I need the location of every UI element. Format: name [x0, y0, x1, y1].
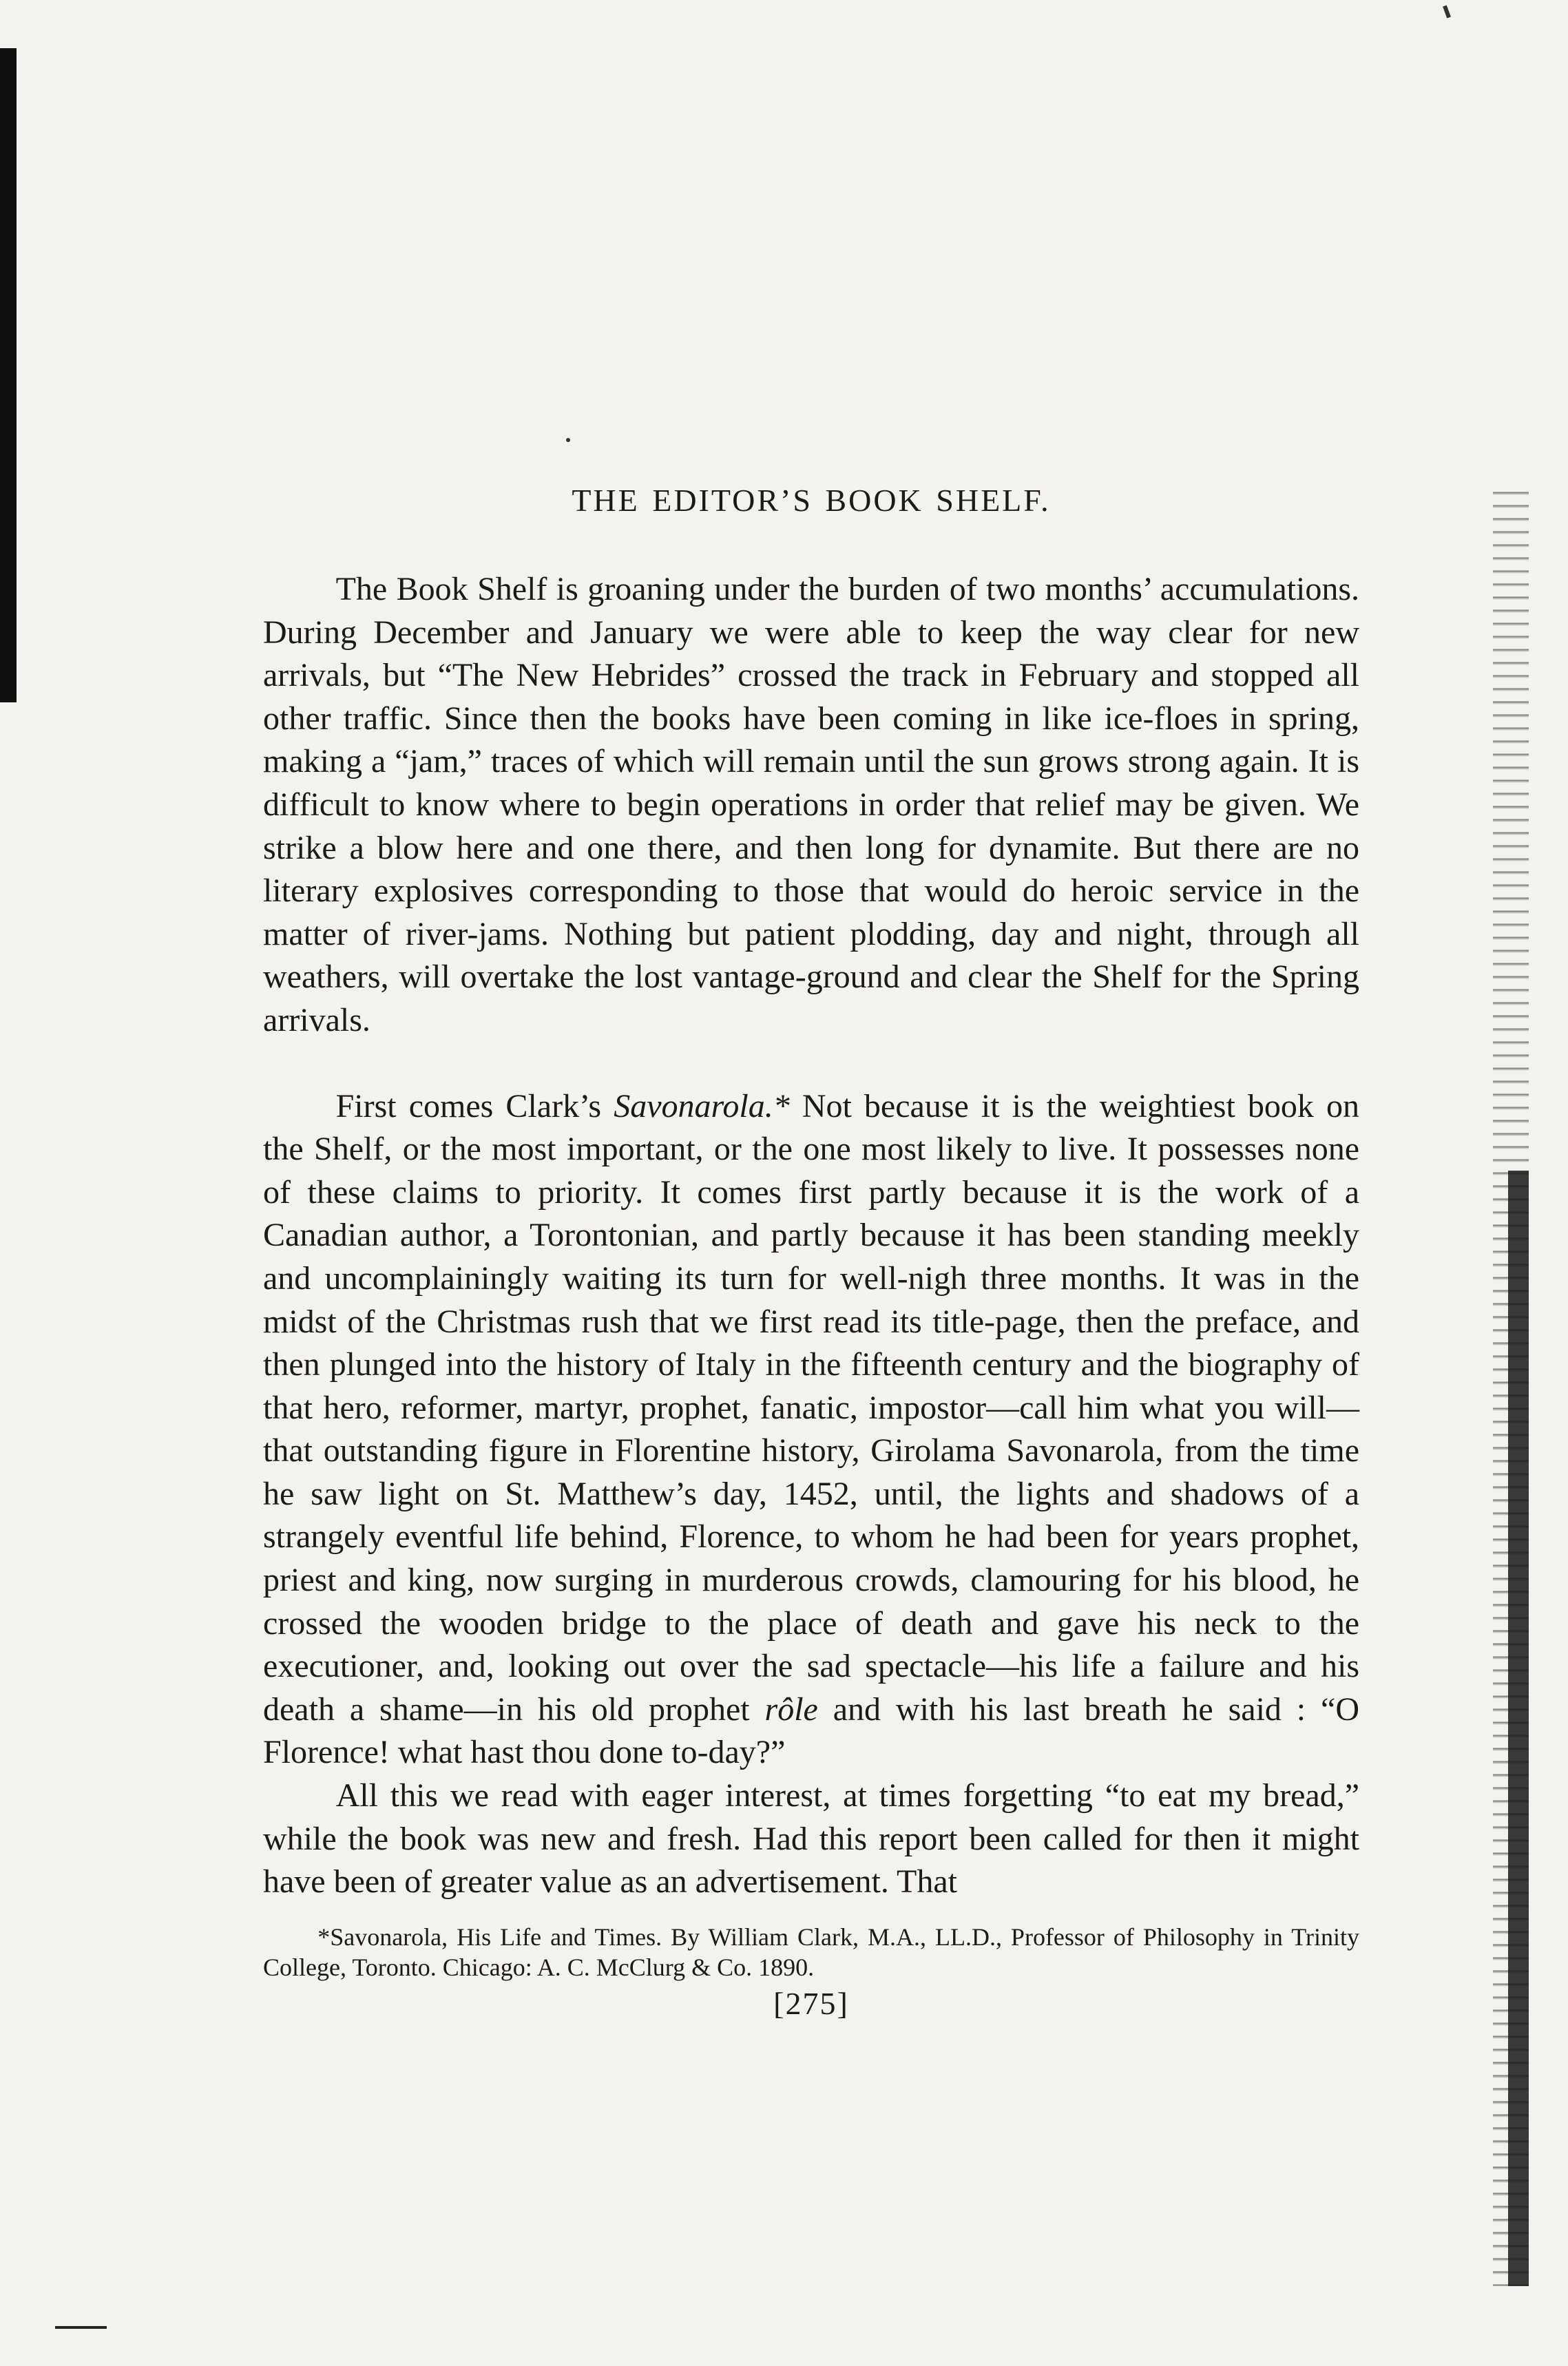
page-content: [263, 482, 1359, 2022]
paragraph-tail: and with his last breath he said : “O Florence! what hast thou done to-day?”: [263, 1690, 1360, 1771]
scan-edge-shadow: [0, 48, 17, 702]
page-number: [275]: [773, 1985, 849, 2021]
footnote: *Savonarola, His Life and Times. By William Clark, M.A., LL.D., Professor of Philosophy in Trinity College, Toronto. Chicago: A. C. McClurg & Co. 1890.: [263, 1923, 1359, 1981]
italic-word: rôle: [764, 1690, 818, 1728]
scan-mark: [1443, 6, 1451, 19]
scan-speck: [566, 438, 570, 442]
binding-shadow: [1508, 1171, 1529, 2286]
paragraph-lead: First comes Clark’s: [335, 1087, 614, 1124]
book-title: Savonarola.*: [614, 1087, 790, 1124]
paragraph-savonarola: [263, 1085, 1359, 1775]
paragraph-intro: The Book Shelf is groaning under the burden of two months’ accumulations. During December and January we were able to keep the way clear for new arrivals, but “The New Hebrides” crossed the track in February and stopped all other traffic. Since then the books have been coming in like ice-floes in spring, making a “jam,” traces of which will remain until the sun grows strong again. It is difficult to know where to begin operations in order that relief may be given. We strike a blow here and one there, and then long for dynamite. But there are no literary explosives corresponding to those that would do heroic service in the matter of river-jams. Nothing but patient plodding, day and night, through all weathers, will overtake the lost vantage-ground and clear the Shelf for the Spring arrivals.: [263, 571, 1359, 1038]
paragraph-body: Not because it is the weightiest book on the Shelf, or the most important, or the one most likely to live. It possesses none of these claims to priority. It comes first partly because it is the work of a Canadian author, a Torontonian, and partly because it has been standing meekly and uncomplainingly waiting its turn for well-nigh three months. It was in the midst of the Christmas rush that we first read its title-page, then the preface, and then plunged into the history of Italy in the fifteenth century and the biography of that hero, reformer, martyr, prophet, fanatic, impostor—call him what you will—that outstanding figure in Florentine history, Girolama Savonarola, from the time he saw light on St. Matthew’s day, 1452, until, the lights and shadows of a strangely eventful life behind, Florence, to whom he had been for years prophet, priest and king, now surging in murderous crowds, clamouring for his blood, he crossed the wooden bridge to the place of death and gave his neck to the executioner, and, looking out over the sad spectacle—his life a failure and his death a shame—in his old prophet: [263, 1087, 1359, 1728]
page-title: THE EDITOR’S BOOK SHELF.: [572, 483, 1051, 518]
paragraph-continuation: All this we read with eager interest, at times forgetting “to eat my bread,” while the book was new and fresh. Had this report been called for then it might have been of greater value as an advertisement. That: [263, 1777, 1359, 1901]
scan-mark-bottom: [55, 2326, 107, 2329]
